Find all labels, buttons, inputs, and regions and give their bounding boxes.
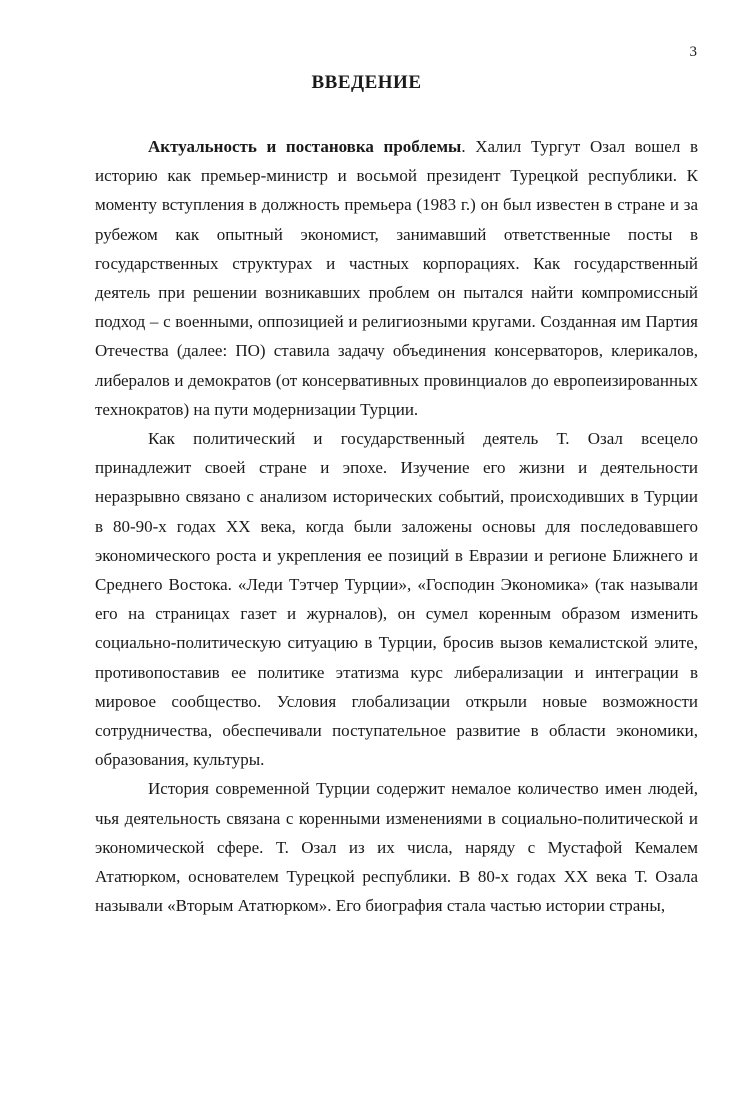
paragraph-1 bbox=[95, 132, 698, 424]
paragraph-3: История современной Турции содержит немалое количество имен людей, чья деятельность связана с коренными изменениями в социально-политической и экономической сфере. Т. Озал из их числа, наряду с Мустафой Кемалем Ататюрком, основателем Турецкой республики. В 80-х годах XX века Т. Озала называли «Вторым Ататюрком». Его биография стала частью истории страны, bbox=[95, 779, 698, 916]
page-title: ВВЕДЕНИЕ bbox=[311, 72, 422, 93]
body-text bbox=[95, 132, 698, 920]
page-number: 3 bbox=[689, 44, 697, 60]
paragraph-1-text: . Халил Тургут Озал вошел в историю как премьер-министр и восьмой президент Турецкой республики. К моменту вступления в должность премьера (1983 г.) он был известен в стране и за рубежом как опытный экономист, занимавший ответственные посты в государственных структурах и частных корпорациях. Как государственный деятель при решении возникавших проблем он пытался найти компромиссный подход – с военными, оппозицией и религиозными кругами. Созданная им Партия Отечества (далее: ПО) ставила задачу объединения консерваторов, клерикалов, либералов и демократов (от консервативных провинциалов до европеизированных технократов) на пути модернизации Турции. bbox=[95, 137, 698, 419]
paragraph-2: Как политический и государственный деятель Т. Озал всецело принадлежит своей стране и эпохе. Изучение его жизни и деятельности неразрывно связано с анализом исторических событий, происходивших в Турции в 80-90-х годах XX века, когда были заложены основы для последовавшего экономического роста и укрепления ее позиций в Евразии и регионе Ближнего и Среднего Востока. «Леди Тэтчер Турции», «Господин Экономика» (так называли его на страницах газет и журналов), он сумел коренным образом изменить социально-политическую ситуацию в Турции, бросив вызов кемалистской элите, противопоставив ее политике этатизма курс либерализации и интеграции в мировое сообщество. Условия глобализации открыли новые возможности сотрудничества, обеспечивали поступательное развитие в области экономики, образования, культуры. bbox=[95, 429, 698, 770]
paragraph-1-lead: Актуальность и постановка проблемы bbox=[148, 137, 462, 156]
